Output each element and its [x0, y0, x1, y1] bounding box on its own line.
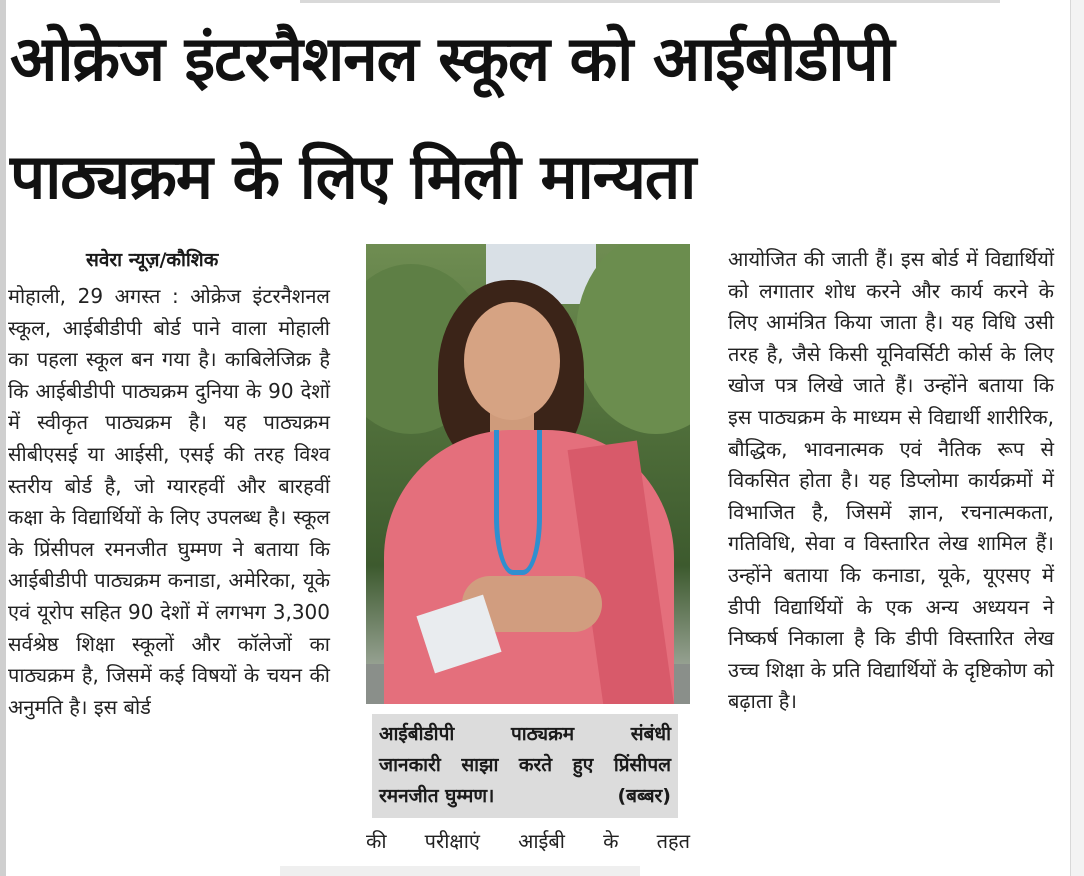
top-cut-text-line: [300, 0, 1000, 3]
page-edge-left: [0, 0, 6, 876]
photo-lanyard: [494, 430, 542, 575]
photo-credit: (बब्बर): [617, 785, 671, 807]
principal-photo: [366, 244, 690, 704]
article-column-left: मोहाली, 29 अगस्त : ओक्रेज इंटरनैशनल स्कूल, आईबीडीपी बोर्ड पाने वाला मोहाली का पहला स्कूल बन गया है। काबिलेजिक्र है कि आईबीडीपी पाठ्यक्रम दुनिया के 90 देशों में स्वीकृत पाठ्यक्रम है। यह पाठ्यक्रम सीबीएसई या आईसी, एसई की तरह विश्व स्तरीय बोर्ड है, जो ग्यारहवीं और बारहवीं कक्षा के विद्यार्थियों के लिए उपलब्ध है। स्कूल के प्रिंसीपल रमनजीत घुम्मण ने बताया कि आईबीडीपी पाठ्यक्रम कनाडा, अमेरिका, यूके एवं यूरोप सहित 90 देशों में लगभग 3,300 सर्वश्रेष्ठ शिक्षा स्कूलों और कॉलेजों का पाठ्यक्रम है, जिसमें कई विषयों के चयन की अनुमति है। इस बोर्ड: [8, 284, 330, 719]
caption-line-2: जानकारी साझा करते हुए प्रिंसीपल: [379, 754, 671, 776]
caption-line-1: आईबीडीपी पाठ्यक्रम संबंधी: [379, 723, 671, 745]
bottom-cut-text-line: [280, 866, 640, 876]
headline-line-1: ओक्रेज इंटरनैशनल स्कूल को आईबीडीपी: [10, 22, 894, 95]
article-column-right: आयोजित की जाती हैं। इस बोर्ड में विद्यार्थियों को लगातार शोध करने और कार्य करने के लिए आमंत्रित किया जाता है। यह विधि उसी तरह है, जैसे किसी यूनिवर्सिटी कोर्स के लिए खोज पत्र लिखे जाते हैं। उन्होंने बताया कि इस पाठ्यक्रम के माध्यम से विद्यार्थी शारीरिक, बौद्धिक, भावनात्मक एवं नैतिक रूप से विकसित होता है। यह डिप्लोमा कार्यक्रमों में विभाजित है, जिसमें ज्ञान, रचनात्मकता, गतिविधि, सेवा व विस्तारित लेख शामिल हैं। उन्होंने बताया कि कनाडा, यूके, यूएसए में डीपी विद्यार्थियों के एक अन्य अध्ययन ने निष्कर्ष निकाला है कि डीपी विस्तारित लेख उच्च शिक्षा के प्रति विद्यार्थियों के दृष्टिकोण को बढ़ाता है।: [728, 247, 1054, 714]
caption-name: रमनजीत घुम्मण।: [379, 785, 495, 807]
adjacent-page-edge: [1070, 0, 1084, 876]
byline: सवेरा न्यूज़/कौशिक: [86, 249, 219, 271]
photo-tree-right: [576, 244, 690, 434]
photo-caption: [372, 714, 678, 818]
article-column-middle-continuation: की परीक्षाएं आईबी के तहत: [366, 829, 690, 853]
photo-face: [464, 302, 560, 420]
caption-line-3: [379, 781, 671, 812]
headline-line-2: पाठ्यक्रम के लिए मिली मान्यता: [10, 140, 696, 213]
